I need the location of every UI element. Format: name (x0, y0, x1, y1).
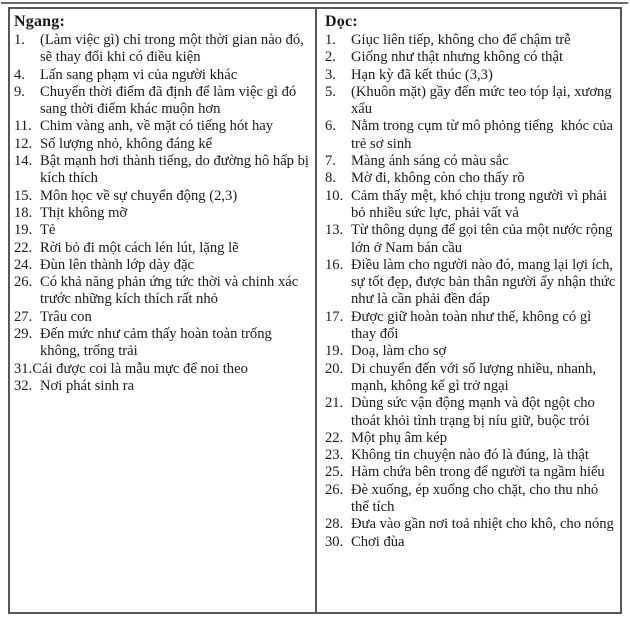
clue-number: 26. (325, 481, 344, 498)
clue-item (325, 84, 616, 119)
clue-text: Có khả năng phản ứng tức thời và chinh xác trước những kích thích rất nhỏ (40, 274, 302, 308)
clue-text: Nơi phát sinh ra (40, 377, 135, 394)
clue-item (14, 309, 312, 326)
clue-text: Đè xuống, ép xuống cho chặt, cho thu nhỏ thể tích (351, 481, 602, 516)
clue-number: 22. (325, 429, 344, 446)
clue-number: 25. (325, 464, 344, 481)
clue-text: Được giữ hoàn toàn như thế, không có gì thay đổi (351, 308, 595, 343)
clue-number: 3. (325, 66, 336, 83)
clue-item (14, 136, 312, 153)
clue-text: (Khuôn mặt) gầy đến mức teo tóp lại, xương xẩu (351, 83, 616, 118)
clue-number: 5. (325, 83, 336, 100)
clue-item (14, 378, 312, 395)
clue-text: Thịt không mỡ (40, 204, 128, 221)
clue-number: 26. (14, 274, 33, 291)
clue-number: 28. (325, 516, 344, 533)
clue-item (14, 188, 312, 205)
clue-text: Lấn sang phạm vi của người khác (40, 66, 238, 83)
clue-number: 19. (325, 343, 344, 360)
clue-text: Giống như thật nhưng không có thật (351, 49, 564, 66)
clue-item (14, 67, 312, 84)
clue-item (14, 118, 312, 135)
clue-item (325, 153, 616, 170)
clue-number: 1. (14, 32, 25, 48)
clue-number: 22. (14, 239, 33, 256)
down-clue-list (325, 32, 619, 551)
clue-item (14, 84, 312, 119)
clue-item (325, 188, 616, 223)
clue-text: Doạ, làm cho sợ (351, 343, 447, 360)
clue-text: Từ thông dụng để gọi tên của một nước rộng lớn ở Nam bán cầu (351, 222, 617, 256)
clue-number: 7. (325, 153, 336, 170)
clue-number: 30. (325, 533, 344, 550)
across-clue-list (14, 32, 312, 395)
clue-number: 29. (14, 326, 33, 343)
clue-text: Chuyển thời điểm đã định để làm việc gì đó sang thời điểm khác muộn hơn (40, 83, 300, 118)
clue-number: 13. (325, 222, 344, 239)
clue-number: 15. (14, 187, 33, 204)
clue-text: Môn học về sự chuyển động (2,3) (40, 187, 238, 204)
clue-number: 23. (325, 447, 344, 464)
clue-text: Nằm trong cụm từ mô phỏng tiếng khóc của trẻ sơ sinh (351, 118, 617, 152)
clue-text: Đến mức như cảm thấy hoàn toàn trống không, trống trải (40, 326, 276, 360)
clue-number: 14. (14, 153, 33, 170)
down-column (317, 9, 620, 612)
across-heading: Ngang: (14, 13, 65, 30)
clue-text: Đùn lên thành lớp dày đặc (40, 256, 195, 273)
clue-number: 9. (14, 83, 25, 100)
clue-text: Bật mạnh hơi thành tiếng, do đường hô hấp bị kích thích (40, 153, 313, 187)
clue-text: (Làm việc gì) chỉ trong một thời gian nào đó, sẽ thay đổi khi có điều kiện (40, 32, 308, 66)
clue-item (14, 222, 312, 239)
clue-item (325, 430, 616, 447)
clue-number: 11. (14, 118, 32, 135)
clue-item (14, 205, 312, 222)
clue-item (325, 32, 616, 49)
clue-item (325, 395, 616, 430)
top-rule (1, 2, 628, 4)
crossword-clues-table (8, 7, 622, 614)
clue-item (14, 153, 312, 188)
clue-item (325, 222, 616, 257)
clue-number: 32. (14, 377, 33, 394)
clue-text: Không tin chuyện nào đó là đúng, là thật (351, 447, 589, 464)
clue-number: 12. (14, 135, 33, 152)
clue-item (325, 343, 616, 360)
clue-item (325, 516, 616, 533)
clue-number: 20. (325, 360, 344, 377)
clue-item (325, 361, 616, 396)
clue-item (325, 534, 616, 551)
clue-number: 1. (325, 32, 336, 48)
clue-item (325, 482, 616, 517)
clue-item (325, 447, 616, 464)
clue-item (14, 240, 312, 257)
clue-item (325, 256, 619, 309)
clue-text: Đưa vào gần nơi toả nhiệt cho khô, cho nóng (351, 516, 614, 533)
clue-item (325, 309, 616, 344)
clue-number: 4. (14, 66, 25, 83)
clue-text: Rời bỏ đi một cách lén lút, lặng lẽ (40, 239, 239, 256)
clue-text: Số lượng nhỏ, không đáng kể (40, 135, 213, 152)
across-column (10, 9, 317, 612)
clue-text: Một phụ âm kép (351, 429, 448, 446)
clue-text: Màng ánh sáng có màu sắc (351, 153, 509, 170)
clue-item (14, 274, 312, 309)
clue-number: 2. (325, 49, 336, 66)
clue-item (14, 326, 312, 361)
clue-text: Trâu con (40, 308, 92, 325)
clue-number: 18. (14, 204, 33, 221)
clue-item (325, 118, 616, 153)
clue-number: 21. (325, 395, 344, 412)
clue-number: 19. (14, 222, 33, 239)
clue-text: Hàm chứa bên trong để người ta ngầm hiểu (351, 464, 605, 481)
clue-text: Hạn kỳ đã kết thúc (3,3) (351, 66, 493, 83)
clue-item (325, 170, 616, 187)
clue-text: 31.Cái được coi là mẫu mực để noi theo (14, 360, 248, 377)
clue-text: Điều làm cho người nào đó, mang lại lợi ích, sự tốt đẹp, được bản thân người ấy nhận thức như là cần phải đền đáp (351, 256, 619, 308)
clue-number: 27. (14, 308, 33, 325)
clue-number: 16. (325, 256, 344, 273)
clue-text: Tẻ (40, 222, 56, 239)
clue-item (14, 32, 312, 67)
clue-text: Chim vàng anh, về mặt có tiếng hót hay (40, 118, 274, 135)
clue-number: 6. (325, 118, 336, 135)
clue-number: 8. (325, 170, 336, 187)
clue-item (325, 67, 616, 84)
down-heading: Dọc: (325, 13, 358, 30)
clue-item (14, 257, 312, 274)
clue-text: Giục liên tiếp, không cho để chậm trễ (351, 32, 571, 48)
clue-number: 10. (325, 187, 344, 204)
clue-text: Cảm thấy mệt, khó chịu trong người vì phải bỏ nhiều sức lực, phải vất vả (351, 187, 611, 221)
clue-item (14, 361, 312, 378)
clue-item (325, 49, 616, 66)
clue-text: Chơi đùa (351, 533, 405, 550)
clue-number: 17. (325, 308, 344, 325)
clue-text: Di chuyển đến với số lượng nhiều, nhanh, mạnh, không kể gì trở ngại (351, 360, 600, 394)
clue-number: 24. (14, 256, 33, 273)
clue-item (325, 464, 616, 481)
clue-text: Mờ đi, không còn cho thấy rõ (351, 170, 525, 187)
clue-text: Dùng sức vận động mạnh và đột ngột cho thoát khỏi tình trạng bị níu giữ, buộc trói (351, 395, 599, 429)
